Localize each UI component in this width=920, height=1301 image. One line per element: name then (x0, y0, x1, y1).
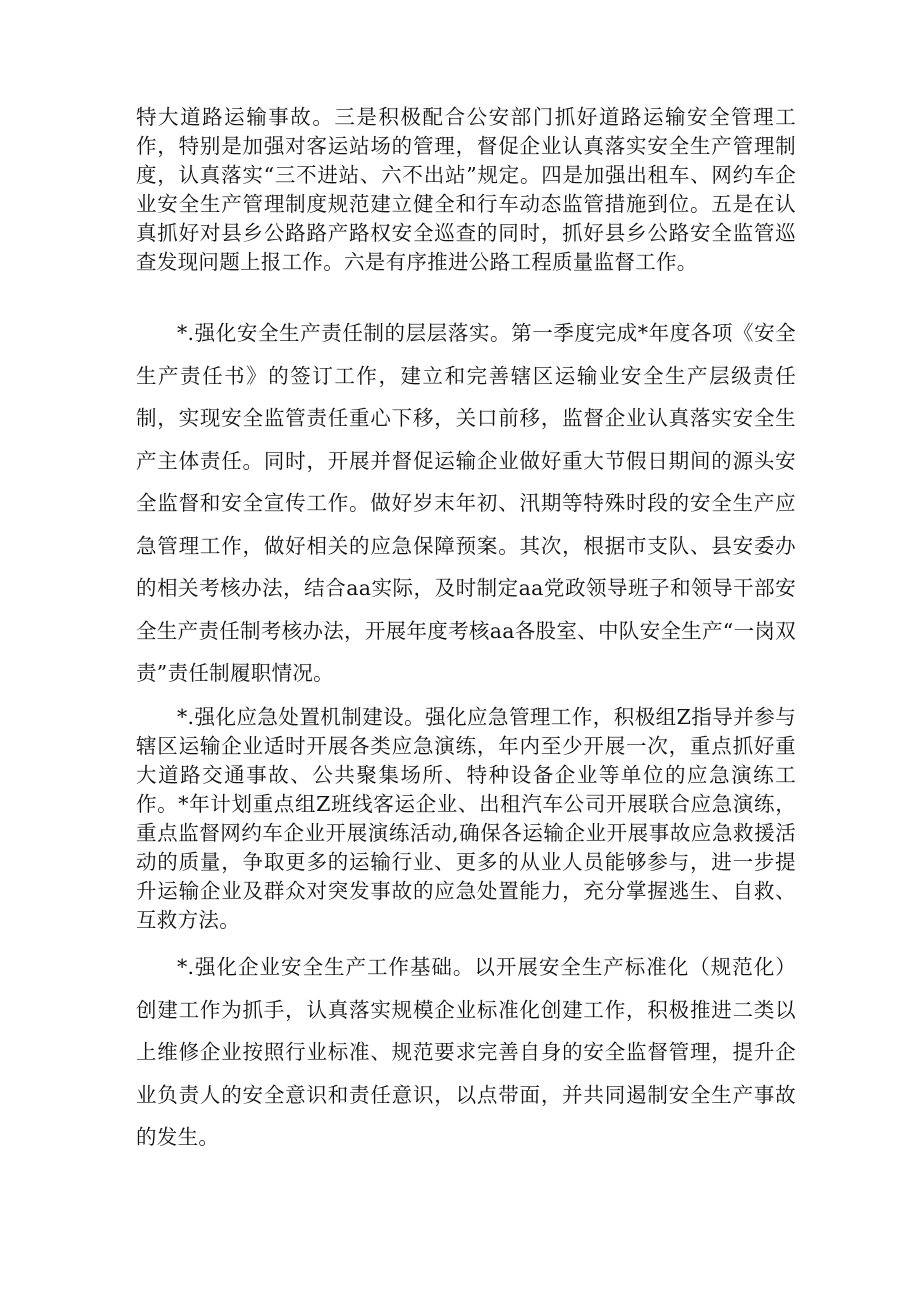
paragraph-emergency-mechanism: *.强化应急处置机制建设。强化应急管理工作，积极组Z指导并参与辖区运输企业适时开展各类应急演练，年内至少开展一次，重点抓好重大道路交通事故、公共聚集场所、特种设备企业等单位的应急演练工作。*年计划重点组Z班线客运企业、出租汽车公司开展联合应急演练，重点监督网约车企业开展演练活动,确保各运输企业开展事故应急救援活动的质量，争取更多的运输行业、更多的从业人员能够参与，进一步提升运输企业及群众对突发事故的应急处置能力，充分掌握逃生、自救、互救方法。 (136, 705, 796, 932)
paragraph-road-transport-safety: 特大道路运输事故。三是积极配合公安部门抓好道路运输安全管理工作，特别是加强对客运站场的管理，督促企业认真落实安全生产管理制度，认真落实“三不进站、六不出站”规定。四是加强出租车、网约车企业安全生产管理制度规范建立健全和行车动态监管措施到位。五是在认真抓好对县乡公路路产路权安全巡查的同时，抓好县乡公路安全监管巡查发现问题上报工作。六是有序推进公路工程质量监督工作。 (136, 105, 796, 274)
paragraph-responsibility-system: *.强化安全生产责任制的层层落实。第一季度完成*年度各项《安全生产责任书》的签订工作，建立和完善辖区运输业安全生产层级责任制，实现安全监管责任重心下移，关口前移，监督企业认真落实安全生产主体责任。同时，开展并督促运输企业做好重大节假日期间的源头安全监督和安全宣传工作。做好岁末年初、汛期等特殊时段的安全生产应急管理工作，做好相关的应急保障预案。其次，根据市支队、县安委办的相关考核办法，结合aa实际，及时制定aa党政领导班子和领导干部安全生产责任制考核办法，开展年度考核aa各股室、中队安全生产“一岗双责”责任制履职情况。 (136, 321, 796, 685)
paragraph-enterprise-safety-foundation: *.强化企业安全生产工作基础。以开展安全生产标准化（规范化）创建工作为抓手，认真落实规模企业标准化创建工作，积极推进二类以上维修企业按照行业标准、规范要求完善自身的安全监督管理，提升企业负责人的安全意识和责任意识，以点带面，并共同遏制安全生产事故的发生。 (136, 955, 796, 1149)
